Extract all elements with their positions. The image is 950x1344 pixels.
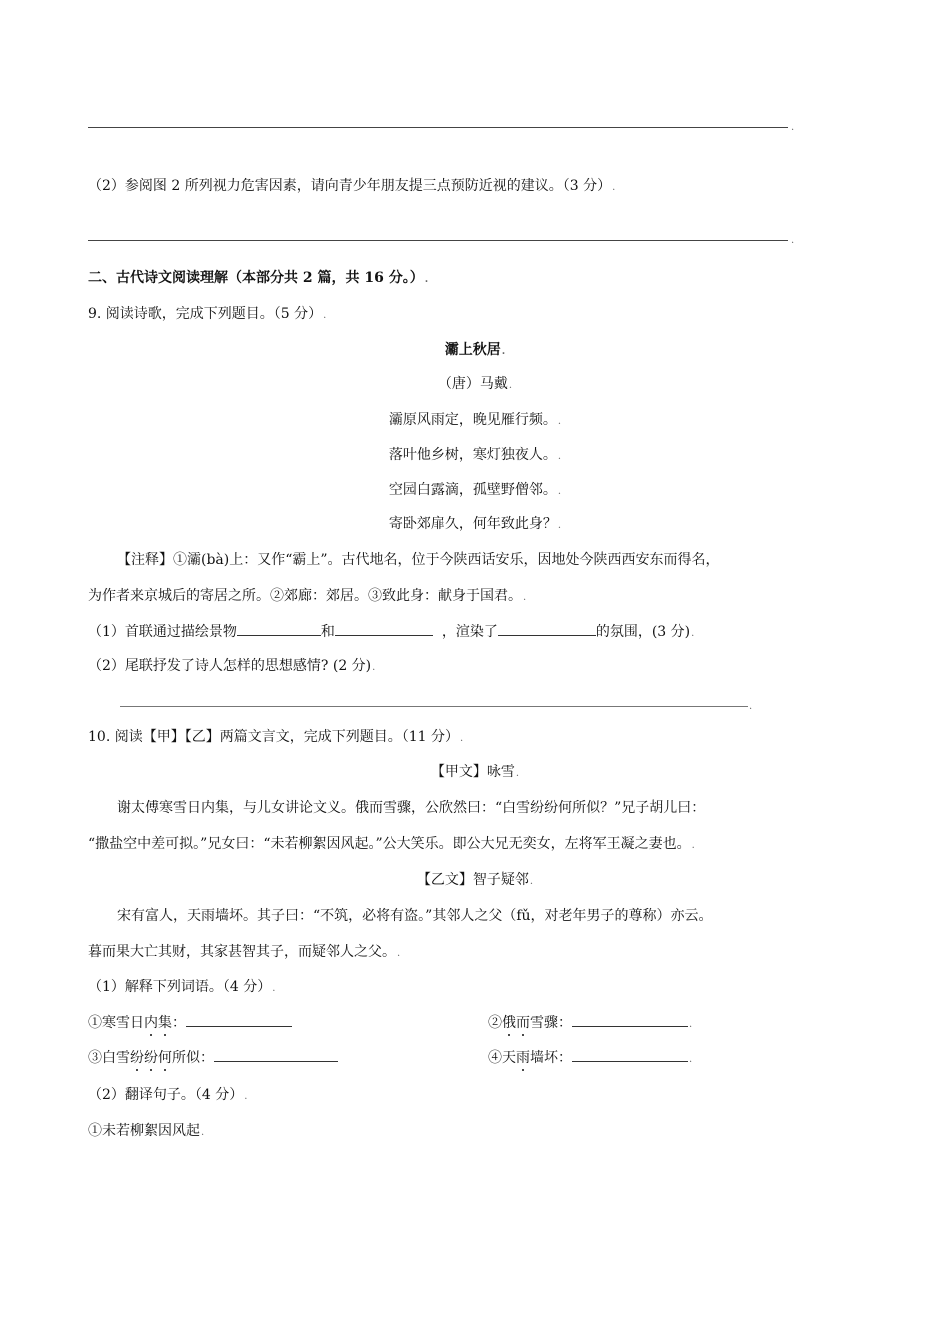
- poem-line-4: 寄卧郊扉久，何年致此身？.: [388, 516, 562, 532]
- poem-title: 灞上秋居.: [444, 342, 506, 358]
- text-a-paragraph-1: 谢太傅寒雪日内集，与儿女讲论文义。俄而雪骤，公欣然曰：“白雪纷纷何所似？”兄子胡儿曰：: [117, 800, 706, 816]
- vocab-item-4: ④天雨墙坏： .: [488, 1047, 692, 1070]
- q8-part2: （2）参阅图 2 所列视力危害因素，请向青少年朋友提三点预防近视的建议。（3 分）.: [88, 178, 616, 194]
- vocab-blank-1[interactable]: [186, 1012, 292, 1027]
- vocab-item-3: ③白雪纷纷何所似：: [88, 1047, 338, 1068]
- q10-question-2: （2）翻译句子。（4 分）.: [88, 1087, 248, 1103]
- vocab-blank-3[interactable]: [214, 1047, 338, 1062]
- answer-line-2[interactable]: [88, 240, 788, 241]
- poem-line-1: 灞原风雨定，晚见雁行频。.: [388, 412, 562, 428]
- paragraph-mark: .: [791, 235, 795, 246]
- paragraph-mark: .: [791, 122, 795, 133]
- text-a-paragraph-2: “撒盐空中差可拟。”兄女曰：“未若柳絮因风起。”公大笑乐。即公大兄无奕女，左将军王凝之妻也。.: [88, 836, 695, 852]
- q9-question-1: （1）首联通过描绘景物 和 ，渲染了 的氛围，(3 分).: [88, 621, 694, 644]
- poem-author: （唐）马戴.: [437, 376, 513, 392]
- q10-question-1: （1）解释下列词语。（4 分）.: [88, 979, 276, 995]
- q9-intro: 9. 阅读诗歌，完成下列题目。（5 分）.: [88, 306, 327, 322]
- answer-line-3[interactable]: [120, 706, 748, 707]
- vocab-item-1: ①寒雪日内集：: [88, 1012, 292, 1033]
- paragraph-mark: .: [749, 701, 753, 712]
- q9-question-2: （2）尾联抒发了诗人怎样的思想感情? (2 分).: [88, 658, 376, 674]
- vocab-item-2: ②俄而雪骤： .: [488, 1012, 692, 1035]
- poem-line-3: 空园白露滴，孤壁野僧邻。.: [388, 482, 562, 498]
- translation-item-1: ①未若柳絮因风起.: [88, 1123, 205, 1139]
- vocab-blank-2[interactable]: [572, 1012, 688, 1027]
- text-b-paragraph-2: 暮而果大亡其财，其家甚智其子，而疑邻人之父。.: [88, 944, 401, 960]
- text-a-title: 【甲文】咏雪.: [430, 764, 520, 780]
- blank-2[interactable]: [335, 621, 433, 636]
- blank-3[interactable]: [498, 621, 596, 636]
- answer-line-1[interactable]: [88, 127, 788, 128]
- q10-intro: 10. 阅读【甲】【乙】两篇文言文，完成下列题目。（11 分）.: [88, 729, 464, 745]
- text-b-title: 【乙文】智子疑邻.: [416, 872, 534, 888]
- vocab-blank-4[interactable]: [572, 1047, 688, 1062]
- blank-1[interactable]: [237, 621, 321, 636]
- text-b-paragraph-1: 宋有富人，天雨墙坏。其子曰：“不筑，必将有盗。”其邻人之父（fǔ，对老年男子的尊称）亦云。: [117, 908, 713, 924]
- poem-note-line-2: 为作者来京城后的寄居之所。②郊廊：郊居。③致此身：献身于国君。.: [88, 588, 527, 604]
- poem-note-line-1: 【注释】①灞(bà)上：又作“霸上”。古代地名，位于今陕西话安乐，因地处今陕西西安东而得名，: [117, 552, 720, 568]
- section-2-title: 二、古代诗文阅读理解（本部分共 2 篇，共 16 分。）.: [88, 270, 429, 286]
- poem-line-2: 落叶他乡树，寒灯独夜人。.: [388, 447, 562, 463]
